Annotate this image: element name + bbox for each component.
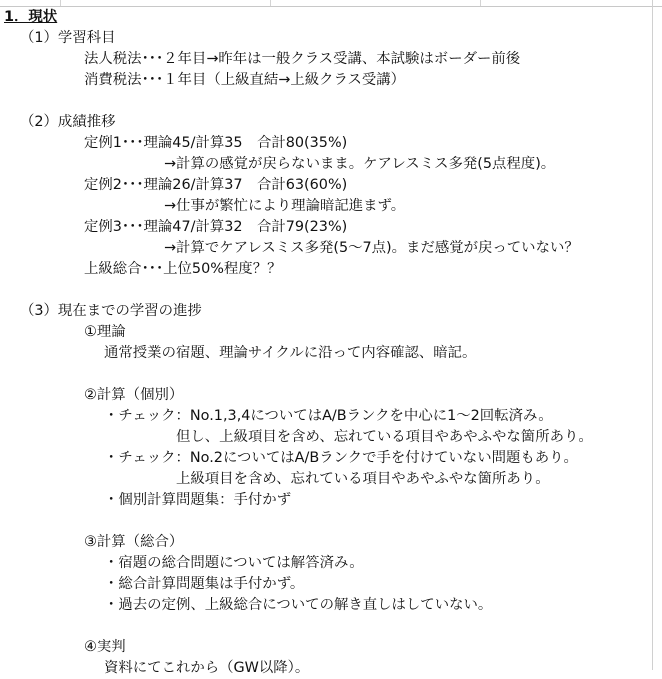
progress-comprehensive-homework: ・宿題の総合問題については解答済み。 bbox=[104, 555, 364, 571]
progress-comprehensive-review: ・過去の定例、上級総合についての解き直しはしていない。 bbox=[104, 597, 493, 613]
subject-corporate-tax: 法人税法･･･２年目→昨年は一般クラス受講、本試験はボーダー前後 bbox=[84, 51, 521, 67]
column-cell bbox=[270, 0, 481, 6]
grade-note-1: →計算の感覚が戻らないまま。ケアレスミス多発(5点程度)。 bbox=[164, 156, 556, 172]
subject-consumption-tax: 消費税法･･･１年目（上級直結→上級クラス受講） bbox=[84, 72, 406, 88]
grade-note-3: →計算でケアレスミス多発(5～7点)。まだ感覚が戻っていない？ bbox=[164, 240, 579, 256]
progress-calc-comprehensive-heading: ③計算（総合） bbox=[84, 534, 184, 550]
progress-theory-heading: ①理論 bbox=[84, 324, 126, 340]
progress-calc-individual-heading: ②計算（個別） bbox=[84, 387, 184, 403]
subsection-study-progress: （3）現在までの学習の進捗 bbox=[20, 303, 202, 319]
progress-practice-detail: 資料にてこれから（GW以降）。 bbox=[104, 660, 310, 676]
column-cell bbox=[60, 0, 271, 6]
progress-practice-heading: ④実判 bbox=[84, 639, 126, 655]
progress-theory-detail: 通常授業の宿題、理論サイクルに沿って内容確認、暗記。 bbox=[104, 345, 477, 361]
grade-regular-exam-2: 定例2･･･理論26/計算37 合計63(60%) bbox=[84, 177, 348, 193]
column-cell bbox=[480, 0, 653, 6]
progress-calc-check-2: ・チェック：No.2についてはA/Bランクで手を付けていない問題もあり。 bbox=[104, 450, 578, 466]
subsection-grade-trend: （2）成績推移 bbox=[20, 114, 116, 130]
progress-calc-check-2-note: 上級項目を含め、忘れている項目やあやふやな箇所あり。 bbox=[176, 471, 550, 487]
progress-calc-check-1: ・チェック：No.1,3,4についてはA/Bランクを中心に1～2回転済み。 bbox=[104, 408, 553, 424]
grade-note-2: →仕事が繁忙により理論暗記進まず。 bbox=[164, 198, 406, 214]
cell-border-right bbox=[652, 0, 653, 670]
subsection-study-subjects: （1）学習科目 bbox=[20, 30, 116, 46]
section-title: 1．現状 bbox=[4, 9, 58, 25]
spreadsheet-column-strip bbox=[0, 0, 662, 7]
progress-calc-workbook: ・個別計算問題集：手付かず bbox=[104, 492, 292, 508]
grade-regular-exam-3: 定例3･･･理論47/計算32 合計79(23%) bbox=[84, 219, 348, 235]
progress-comprehensive-workbook: ・総合計算問題集は手付かず。 bbox=[104, 576, 305, 592]
grade-regular-exam-1: 定例1･･･理論45/計算35 合計80(35%) bbox=[84, 135, 348, 151]
grade-advanced-comprehensive: 上級総合･･･上位50%程度？？ bbox=[84, 261, 282, 277]
progress-calc-check-1-note: 但し、上級項目を含め、忘れている項目やあやふやな箇所あり。 bbox=[176, 429, 593, 445]
